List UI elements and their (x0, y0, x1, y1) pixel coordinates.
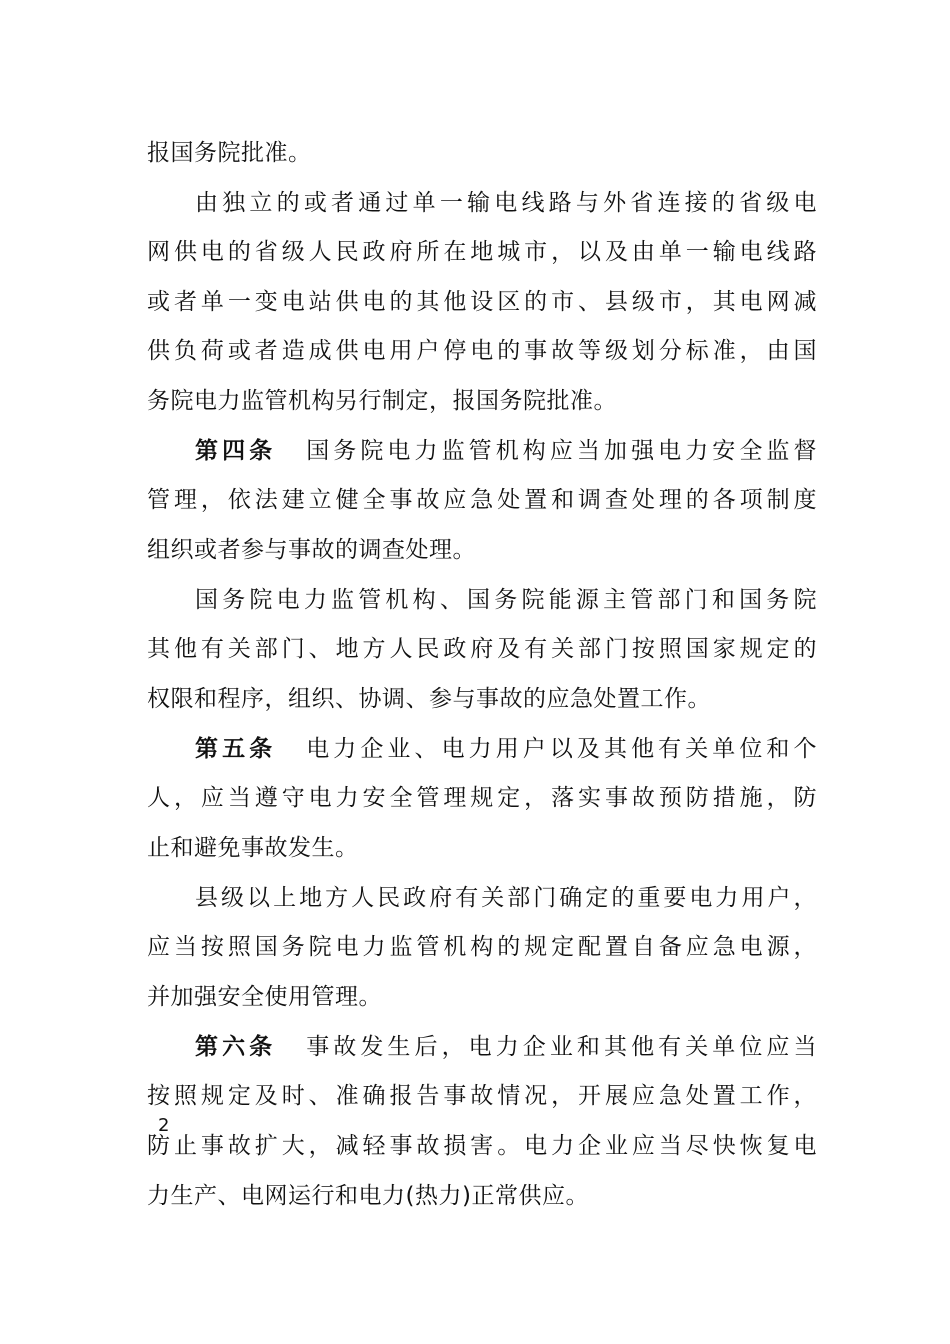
text-line: 报国务院批准。 (147, 140, 312, 166)
text-line: 管理，依法建立健全事故应急处置和调查处理的各项制度 (147, 487, 817, 513)
text-line: 其他有关部门、地方人民政府及有关部门按照国家规定的 (147, 636, 817, 662)
article-line (195, 734, 817, 764)
text-line: 并加强安全使用管理。 (147, 984, 382, 1010)
article-text: 国务院电力监管机构应当加强电力安全监督 (306, 438, 818, 464)
article-heading: 第五条 (195, 736, 277, 762)
article-line (195, 1032, 817, 1062)
page-number: 2 (158, 1115, 170, 1136)
text-line: 力生产、电网运行和电力(热力)正常供应。 (147, 1183, 589, 1209)
text-line: 人，应当遵守电力安全管理规定，落实事故预防措施，防 (147, 785, 817, 811)
text-line: 务院电力监管机构另行制定，报国务院批准。 (147, 388, 617, 414)
text-line: 组织或者参与事故的调查处理。 (147, 537, 476, 563)
text-line: 网供电的省级人民政府所在地城市，以及由单一输电线路 (147, 239, 817, 265)
text-line: 国务院电力监管机构、国务院能源主管部门和国务院 (195, 587, 817, 613)
text-line: 或者单一变电站供电的其他设区的市、县级市，其电网减 (147, 289, 817, 315)
text-line: 由独立的或者通过单一输电线路与外省连接的省级电 (195, 190, 817, 216)
text-line: 应当按照国务院电力监管机构的规定配置自备应急电源， (147, 934, 817, 960)
text-line: 按照规定及时、准确报告事故情况，开展应急处置工作， (147, 1083, 817, 1109)
text-line: 止和避免事故发生。 (147, 835, 359, 861)
article-heading: 第四条 (195, 438, 277, 464)
text-line: 权限和程序，组织、协调、参与事故的应急处置工作。 (147, 686, 711, 712)
article-text: 事故发生后，电力企业和其他有关单位应当 (306, 1034, 818, 1060)
article-text: 电力企业、电力用户以及其他有关单位和个 (306, 736, 818, 762)
text-line: 防止事故扩大，减轻事故损害。电力企业应当尽快恢复电 (147, 1133, 817, 1159)
text-line: 县级以上地方人民政府有关部门确定的重要电力用户， (195, 885, 817, 911)
text-line: 供负荷或者造成供电用户停电的事故等级划分标准，由国 (147, 338, 817, 364)
article-line (195, 436, 817, 466)
article-heading: 第六条 (195, 1034, 277, 1060)
